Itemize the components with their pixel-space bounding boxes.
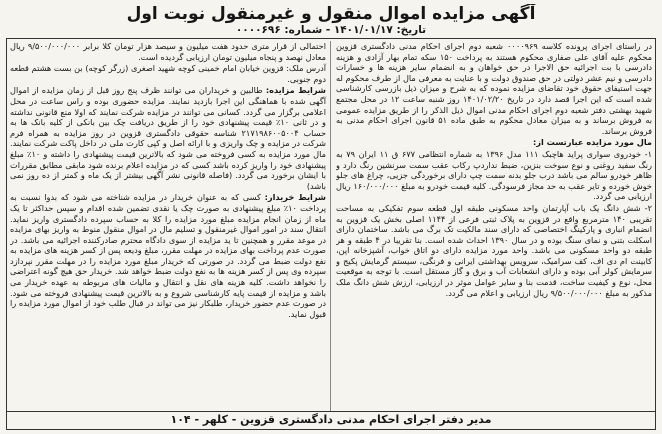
right-column <box>336 41 652 411</box>
buyer-terms-heading: شرایط خریدار: <box>264 192 326 203</box>
ad-body-frame <box>6 38 656 430</box>
auction-terms-text: طالبین و خریداران می توانند ظرف پنج روز قبل از زمان مزایده از اموال آگهی شده با هماهنگی این اجرا بازدید نمایند. مزایده حضوری بوده و راس ساعت در محل اعلامی برگزار می گردد. کسانی می توانند در مزایده شرکت نمایند که اولا منع قانونی نداشته و در ثانی ۱۰٪ قیمت پیشنهادی خود را از طریق دریافت چک بین بانکی از کلیه بانک ها به حساب ۲۱۷۱۹۸۶۰۰۵۰۰۴ شناسه حقوقی دادگستری قزوین در روز مزایده به همراه فرم شرکت در مزایده و چک واریزی و با ارائه اصل و کپی کارت ملی در داخل پاکت شرکت نمایند. مال مورد مزایده به کسی فروخته می شود که بالاترین قیمت پیشنهادی را داشته و ۱۰٪ مبلغ پیشنهادی خود را واریز کرده باشد کسی که در مزایده اعلام برنده شود مابقی مطابق مقررات با ایشان برخورد می گردد. (فاصله قانونی نشر آگهی بیشتر از یک ماه و کمتر از ده روز نمی باشد) <box>10 85 327 191</box>
item-1-vehicle: ۱- خودروی سواری پراید هاچبک ۱۱۱ مدل ۱۳۹۶ به شماره انتظامی ۶۷۷ ق ۱۱ ایران ۷۹ به رنگ سفید روغنی و نوع سوخت بنزین، ضبط نداردپ رکاب عقب سمت سرنشین رنگ دارد و ظاهر خودرو سالم می باشد درب جلو بدنه سمت چپ دارای برخوردگی جزیی، چراغ های جلو خوش خورده و تایر عقب به حد مجاز فرسودگی. کلیه قیمت خودرو به مبلغ ۱۶۰/۰۰۰/۰۰۰ ریال ارزیابی می گردد. <box>336 148 652 202</box>
intro-paragraph: در راستای اجرای پرونده کلاسه ۰۰۰۰۹۶۹ شعبه دوم اجرای احکام مدنی دادگستری قزوین محکوم علیه آقای علی صفاری محکوم هستند به پرداخت ۱۵۰ سکه تمام بهار آزادی و هزینه دادرسی با بت اجرائیه حق الاجرا در حق خواهان و به انضمام سایر هزینه ها و خسارات دادرسی و نیم عشر دولتی در حق صندوق دولت و با عنایت به معرفی مال از طرف محکوم له جهت استیفای حقوق خود تقاضای مزایده نموده که به شرح و میزان ذیل بازرسی کارشناسی شده است که این اجرا قصد دارد در تاریخ ۱۴۰۱/۰۲/۲۰ روز شنبه ساعت ۱۲ در محل مجتمع شهید بهشتی دفتر شعبه دوم اجرای احکام مدنی اموال ذیل الذکر را از طریق مزایده عمومی به فروش برساند و به میزان معادل محکوم به طبق ماده ۵۱ قانون اجرای احکام مدنی به فروش برساند. <box>336 41 652 136</box>
item-2-apartment: ۲- شش دانگ یک باب آپارتمان واحد مسکونی طبقه اول قطعه سوم تفکیکی به مساحت تقریبی ۱۴۰ مترمربع واقع در قزوین به پلاک ثبتی فرعی از ۱۱۴۴ اصلی بخش یک قزوین به انضمام انباری و پارکینگ اختصاصی که دارای سند مالکیت تک برگ می باشد. ساختمان دارای اسکلت بتنی و نمای سنگ بوده و در سال ۱۳۹۰ احداث شده است. بنا تقریبا در ۴ طبقه و هر طبقه دو واحد مسکونی می باشد. واحد مورد مزایده دارای دو اتاق خواب، آشپزخانه اپن، کابینت ام دی اف، کف سرامیک، سرویس بهداشتی ایرانی و فرنگی، سیستم گرمایش پکیج و سرمایش کولر آبی بوده و دارای انشعابات آب و برق و گاز مستقل است. با توجه به موقعیت محل، نوع و کیفیت ساخت، قدمت بنا و سایر عوامل موثر در ارزیابی، ارزش شش دانگ ملک مذکور به مبلغ ۹/۵۰۰/۰۰۰/۰۰۰ ریال ارزیابی و اعلام می گردد. <box>336 202 652 298</box>
buyer-terms-text: کسی که به عنوان خریدار در مزایده شناخته می شود که بدوا نسبت به پرداخت ۱۰٪ مبلغ پیشنهادی به صورت چک یا نقدی تضمین شده اقدام و سپس حداکثر تا یک ماه از زمان انجام مزایده مبلغ مورد مزایده را کلا به حساب سپرده دادگستری واریز نماید. انتقال سند در امور اموال غیرمنقول و تسلیم مال در اموال منقول منوط به واریز بهای مزایده در موعد مقرر و همچنین تا ید مزایده از سوی دادگاه محترم صادرکننده اجرائیه می باشد. در صورت عدم پرداخت بهای مزایده در مهلت مقرر، مبلغ ودیعه پس از کسر هزینه های مزایده به نفع دولت ضبط می گردد. در صورتی که خریدار مبلغ مورد مزایده را در مهلت مقرر نپردازد سپرده وی پس از کسر هزینه ها به نفع دولت ضبط خواهد شد. خریدار حق هیچ گونه اعتراضی را نخواهد داشت. کلیه هزینه های نقل و انتقال و مالیات های مربوطه به عهده خریدار می باشد و مزایده از قیمت پایه کارشناسی شروع و به بالاترین قیمت پیشنهادی فروخته می شود. در صورت عدم حضور خریدار، طلبکار نیز می تواند در قبال طلب خود از اموال مورد مزایده را قبول نماید. <box>10 192 327 319</box>
ad-title: آگهی مزایده اموال منقول و غیرمنقول نوبت اول <box>126 4 536 24</box>
ad-columns <box>10 41 652 411</box>
auction-terms <box>10 85 326 191</box>
valuation-paragraph: احتمالی از قرار متری حدود هفت میلیون و سیصد هزار تومان کلا برابر ۹/۵۰۰/۰۰۰/۰۰۰ ریال معادل نهصد و پنجاه میلیون تومان ارزیابی گردیده است. <box>10 41 326 62</box>
left-column <box>10 41 331 411</box>
buyer-terms <box>10 192 326 319</box>
address-paragraph: آدرس ملک: قزوین خیابان امام خمینی کوچه شهید اصغری (زرگر کوچه) بن بست هشتم قطعه دوم جنوبی. <box>10 63 326 84</box>
ad-date-number: تاریخ: ۱۴۰۱/۰۱/۱۷ - شماره: ۰۰۰۰۶۹۶ <box>235 24 427 36</box>
auction-terms-heading: شرایط مزایده: <box>265 85 326 96</box>
ad-signature: مدیر دفتر اجرای احکام مدنی دادگستری قزوین - کلهر - ۱۰۴ <box>7 411 655 428</box>
items-heading: مال مورد مزایده عبارتست از: <box>533 137 652 148</box>
